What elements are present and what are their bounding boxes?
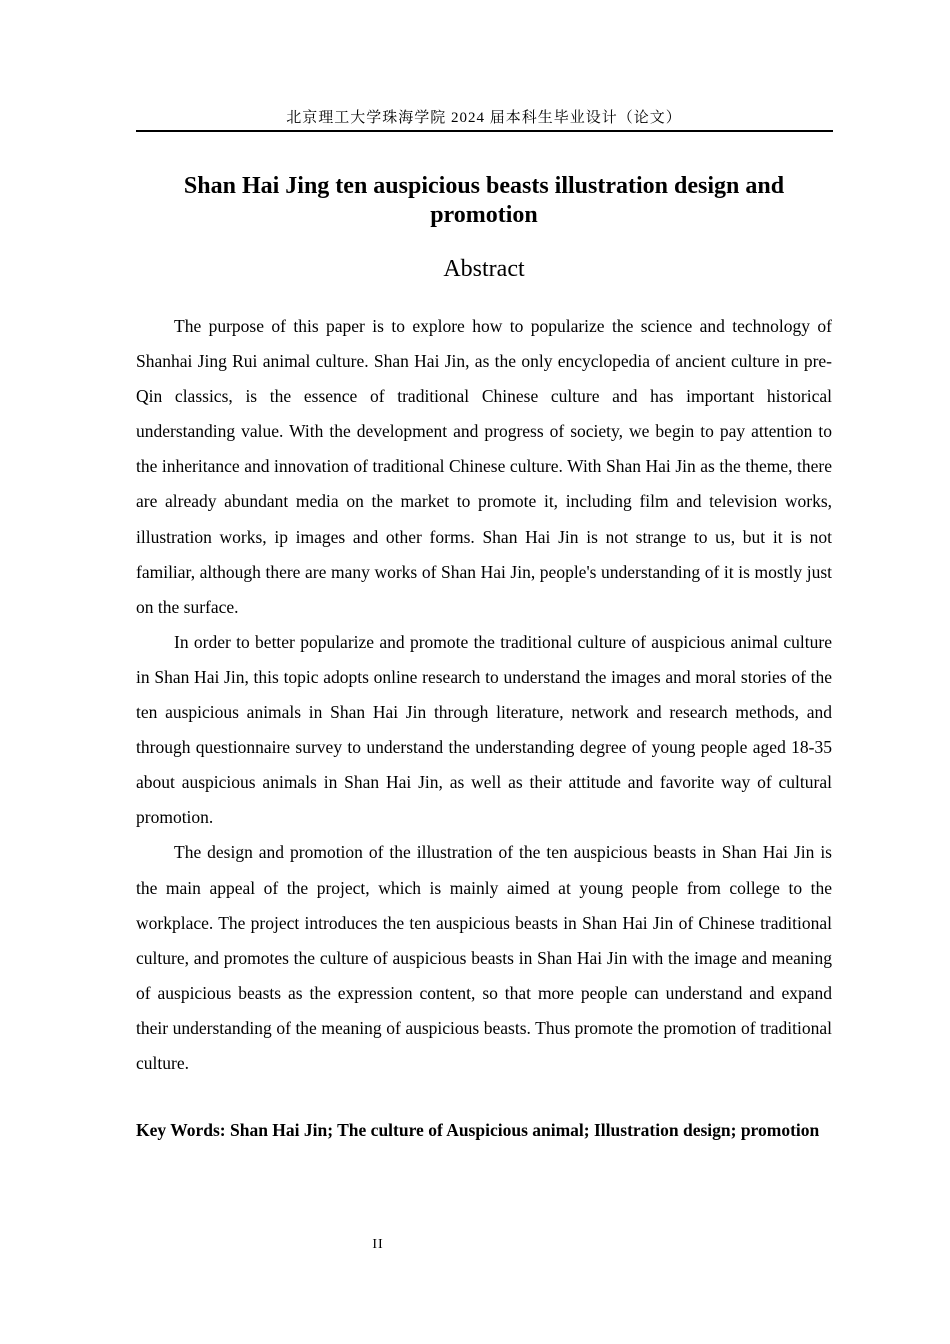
abstract-paragraph-3: The design and promotion of the illustration of the ten auspicious beasts in Shan Hai Jin is the main appeal of the project, which is mainly aimed at young people from college to the workplace. The project introduces the ten auspicious beasts in Shan Hai Jin of Chinese traditional culture, and promotes the culture of auspicious beasts in Shan Hai Jin with the image and meaning of auspicious beasts as the expression content, so that more people can understand and expand their understanding of the meaning of auspicious beasts. Thus promote the promotion of traditional culture. <box>136 842 832 1073</box>
header-rule <box>136 130 833 132</box>
abstract-body <box>136 309 832 1081</box>
paper-title: Shan Hai Jing ten auspicious beasts illustration design and promotion <box>183 173 785 228</box>
keywords: Key Words: Shan Hai Jin; The culture of Auspicious animal; Illustration design; promotion <box>136 1120 820 1140</box>
abstract-paragraph-2: In order to better popularize and promote the traditional culture of auspicious animal culture in Shan Hai Jin, this topic adopts online research to understand the images and moral stories of the ten auspicious animals in Shan Hai Jin through literature, network and research methods, and through questionnaire survey to understand the understanding degree of young people aged 18-35 about auspicious animals in Shan Hai Jin, as well as their attitude and favorite way of cultural promotion. <box>136 631 832 828</box>
abstract-paragraph-1: The purpose of this paper is to explore how to popularize the science and technology of Shanhai Jing Rui animal culture. Shan Hai Jin, as the only encyclopedia of ancient culture in pre-Qin classics, is the essence of traditional Chinese culture and has important historical understanding value. With the development and progress of society, we begin to pay attention to the inheritance and innovation of traditional Chinese culture. With Shan Hai Jin as the theme, there are already abundant media on the market to promote it, including film and television works, illustration works, ip images and other forms. Shan Hai Jin is not strange to us, but it is not familiar, although there are many works of Shan Hai Jin, people's understanding of it is mostly just on the surface. <box>136 316 832 617</box>
page-header: 北京理工大学珠海学院 2024 届本科生毕业设计（论文） <box>286 110 682 126</box>
page-number: II <box>372 1237 384 1252</box>
abstract-heading: Abstract <box>443 256 525 282</box>
